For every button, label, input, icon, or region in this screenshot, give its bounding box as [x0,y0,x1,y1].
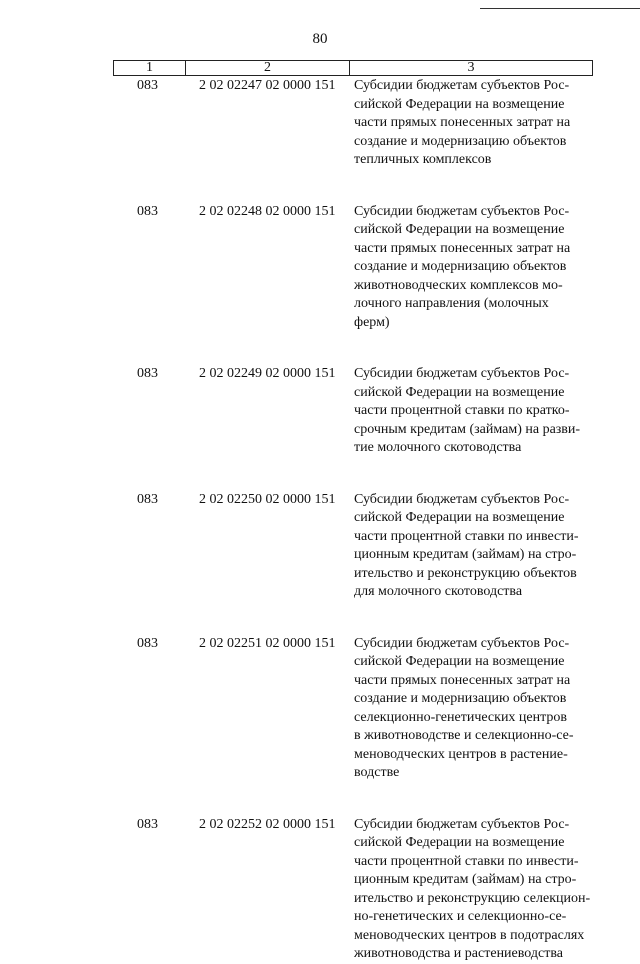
admin-code: 083 [137,78,158,93]
description-line: сийской Федерации на возмещение [354,654,565,669]
description-line: создание и модернизацию объектов [354,133,567,149]
description-line: части процентной ставки по инвести- [354,528,579,544]
table-row [0,816,640,964]
admin-code: 083 [137,203,158,219]
description-line: части прямых понесенных затрат на [354,115,571,130]
budget-code: 2 02 02252 02 0000 151 [199,816,336,832]
page-number: 80 [312,31,328,47]
description [354,365,604,458]
description-line: ферм) [354,314,390,330]
description-line: ционным кредитам (займам) на стро- [354,547,577,562]
description-line: тепличных комплексов [354,152,492,167]
table-body [0,77,640,964]
budget-code: 2 02 02250 02 0000 151 [199,491,336,507]
admin-code: 083 [137,491,158,507]
description-line: Субсидии бюджетам субъектов Рос- [354,491,570,507]
description-line: тие молочного скотоводства [354,440,522,455]
description-line: селекционно-генетических центров [354,709,568,725]
description-line: части прямых понесенных затрат на [354,672,571,688]
description-line: части прямых понесенных затрат на [354,240,571,256]
table-row [0,365,640,458]
description-line: сийской Федерации на возмещение [354,835,565,850]
admin-code: 083 [137,366,158,381]
header-col-3: 3 [467,60,475,75]
table-row [0,491,640,602]
budget-code: 2 02 02247 02 0000 151 [199,78,336,93]
description-line: Субсидии бюджетам субъектов Рос- [354,635,570,651]
description-line: ционным кредитам (займам) на стро- [354,872,577,887]
description-line: части процентной ставки по кратко- [354,403,570,418]
description-line: сийской Федерации на возмещение [354,96,565,112]
description-line: Субсидии бюджетам субъектов Рос- [354,366,570,381]
description-line: срочным кредитам (займам) на разви- [354,421,581,437]
description-line: но-генетических и селекционно-се- [354,909,567,924]
description-line: Субсидии бюджетам субъектов Рос- [354,78,570,93]
budget-code: 2 02 02251 02 0000 151 [199,635,336,651]
description-line: Субсидии бюджетам субъектов Рос- [354,816,570,832]
description-line: водстве [354,765,400,780]
description-line: части процентной ставки по инвести- [354,853,579,869]
description-line: сийской Федерации на возмещение [354,384,565,400]
description-line: ительство и реконструкцию объектов [354,565,577,581]
header-col-2: 2 [186,61,350,75]
description [354,635,604,783]
table-row [0,203,640,333]
admin-code: 083 [137,816,158,832]
budget-code: 2 02 02249 02 0000 151 [199,366,336,381]
description-line: меноводческих центров в растение- [354,746,568,762]
description [354,816,604,964]
description-line: для молочного скотоводства [354,584,523,599]
description-line: ительство и реконструкцию селекцион- [354,890,591,906]
description-line: создание и модернизацию объектов [354,259,567,274]
header-col-1: 1 [114,61,186,75]
description-line: лочного направления (молочных [354,296,549,311]
description-line: сийской Федерации на возмещение [354,222,565,237]
description-line: создание и модернизацию объектов [354,691,567,706]
description-line: Субсидии бюджетам субъектов Рос- [354,203,570,219]
table-row [0,77,640,170]
description [354,77,604,170]
description-line: в животноводстве и селекционно-се- [354,728,574,743]
budget-code: 2 02 02248 02 0000 151 [199,203,336,219]
description-line: животноводства и растениеводства [354,946,563,961]
table-header [113,60,593,76]
description [354,491,604,602]
admin-code: 083 [137,635,158,651]
description-line: сийской Федерации на возмещение [354,510,565,525]
description [354,203,604,333]
top-rule [480,8,640,9]
description-line: меноводческих центров в подотраслях [354,927,585,943]
description-line: животноводческих комплексов мо- [354,277,563,293]
table-row [0,635,640,783]
